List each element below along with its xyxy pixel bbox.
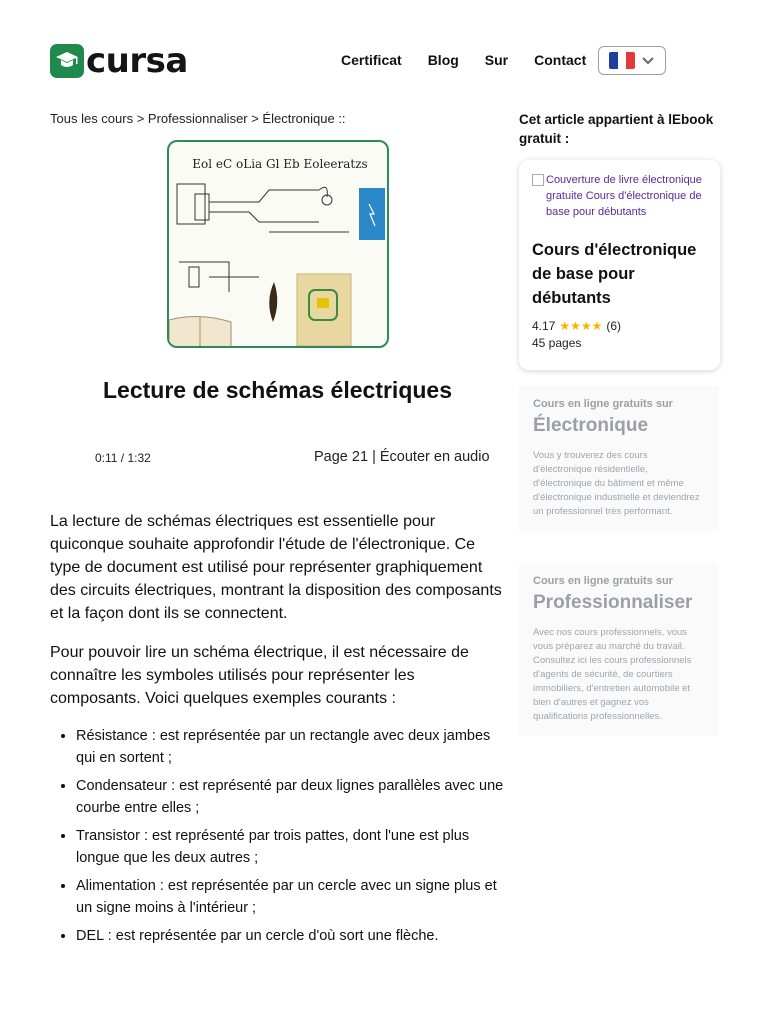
page-title: Lecture de schémas électriques [103, 377, 452, 403]
ebook-pages: 45 pages [532, 336, 582, 350]
listen-audio-link[interactable]: Écouter en audio [379, 449, 490, 465]
list-item: • Transistor : est représenté par trois pattes, dont l'une est plus longue que les deux autres ; [76, 826, 508, 869]
list-item: • Alimentation : est représentée par un cercle avec un signe plus et un signe moins à l'intérieur ; [76, 876, 508, 919]
hero-image-caption: Eol eC oLia Gl Eb Eoleeratzs [192, 157, 368, 171]
main-nav [341, 52, 586, 68]
lesson-hero-image [167, 140, 389, 348]
logo-wordmark: cursa [86, 41, 188, 81]
site-header [0, 0, 768, 100]
promo-kicker: Cours en ligne gratuits sur [533, 575, 673, 587]
star-rating-icon: ★★★★ [559, 319, 603, 333]
article-body [50, 510, 508, 955]
audio-time-readout: 0:11 / 1:32 [95, 451, 151, 465]
rating-value: 4.17 [532, 319, 556, 333]
ebook-intro: Cet article appartient à lEbook gratuit : [519, 112, 714, 146]
promo-description: Vous y trouverez des cours d'électronique résidentielle, d'électronique du bâtiment et même d'électronique industrielle et deviendrez un professionnel très performant. [533, 450, 700, 517]
promo-title[interactable]: Électronique [533, 415, 649, 436]
breadcrumb[interactable]: Tous les cours > Professionnaliser > Électronique :: [50, 111, 346, 126]
page-number: Page 21 [314, 449, 369, 465]
cover-alt-text: Couverture de livre électronique gratuite Cours d'électronique de base pour débutants [546, 174, 702, 218]
page-audio-row [314, 449, 490, 465]
nav-blog[interactable]: Blog [427, 52, 459, 68]
article-paragraph: La lecture de schémas électriques est essentielle pour quiconque souhaite approfondir l'étude de l'électronique. Ce type de document est utilisé pour représenter graphiquement des circuits électriques, montrant la disposition des composants et la façon dont ils se connectent. [50, 513, 502, 622]
promo-kicker: Cours en ligne gratuits sur [533, 398, 673, 410]
list-item: • Résistance : est représentée par un rectangle avec deux jambes qui en sortent ; [76, 726, 508, 769]
language-selector[interactable] [598, 46, 666, 75]
nav-certificat[interactable]: Certificat [341, 52, 402, 68]
separator: | [372, 449, 376, 465]
broken-image-icon [532, 174, 544, 186]
rating-count: (6) [606, 319, 622, 333]
symbol-list [50, 726, 508, 948]
list-item: • Condensateur : est représenté par deux lignes parallèles avec une courbe entre elles ; [76, 776, 508, 819]
graduation-cap-icon [50, 44, 84, 78]
ebook-rating [532, 319, 707, 333]
promo-title[interactable]: Professionnaliser [533, 592, 693, 613]
promo-professionnaliser[interactable] [519, 563, 719, 736]
ebook-card[interactable] [519, 160, 720, 370]
list-item: • DEL : est représentée par un cercle d'où sort une flèche. [76, 926, 508, 948]
france-flag-icon [609, 52, 635, 69]
article-paragraph: Pour pouvoir lire un schéma électrique, il est nécessaire de connaître les symboles utilisés pour représenter les composants. Voici quelques exemples courants : [50, 644, 469, 707]
chevron-down-icon [641, 56, 655, 66]
cursa-logo[interactable] [50, 41, 188, 81]
ebook-title[interactable]: Cours d'électronique de base pour débutants [532, 241, 697, 307]
ebook-cover-image[interactable] [532, 172, 707, 220]
promo-electronique[interactable] [519, 386, 719, 531]
nav-sur[interactable]: Sur [484, 52, 509, 68]
promo-description: Avec nos cours professionnels, vous vous préparez au marché du travail. Consultez ici les cours professionnels d'agents de sécurité, de courtiers immobiliers, d'entretien automobile et bien d'autres et gagnez vos qualifications professionnelles. [533, 627, 692, 722]
nav-contact[interactable]: Contact [534, 52, 587, 68]
